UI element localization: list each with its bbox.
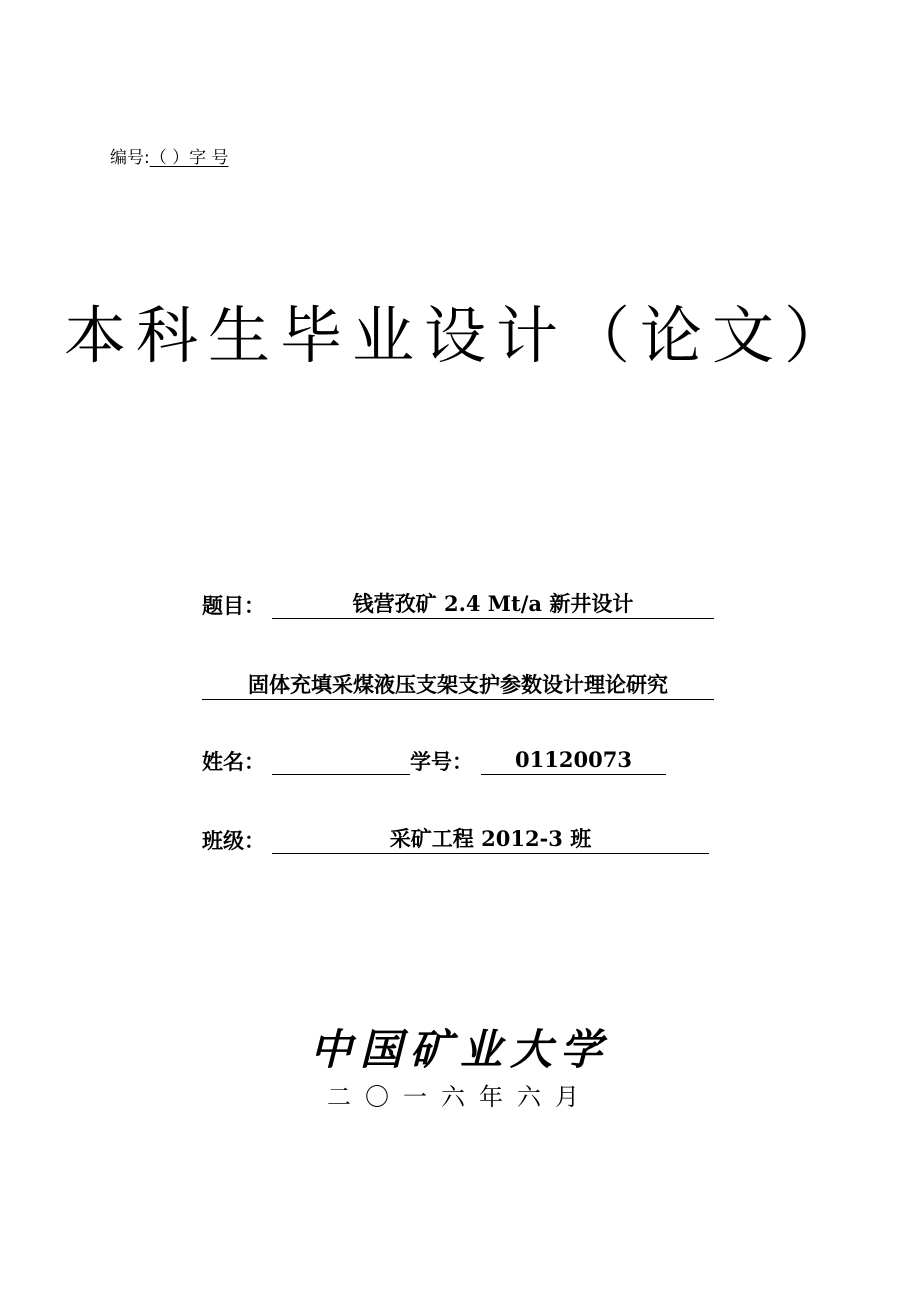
student-id-field: 01120073: [481, 746, 666, 775]
serial-label: 编号:: [110, 148, 150, 168]
name-field: [272, 746, 410, 775]
serial-number: [110, 146, 229, 170]
topic-line-2: 固体充填采煤液压支架支护参数设计理论研究: [202, 671, 714, 700]
name-label: 姓名：: [202, 749, 265, 774]
class-field: 采矿工程 2012-3 班: [272, 825, 709, 854]
serial-value: （ ）字 号: [149, 148, 229, 168]
topic-label: 题目：: [202, 593, 265, 618]
class-label: 班级：: [202, 828, 265, 853]
topic-line-1: 钱营孜矿 2.4 Mt/a 新井设计: [272, 590, 714, 619]
university-name: 中国矿业大学: [309, 1025, 610, 1074]
page-title: 本科生毕业设计（论文）: [63, 299, 856, 372]
student-id-label: 学号：: [410, 749, 473, 774]
date: 二〇一六年六月: [327, 1083, 593, 1111]
